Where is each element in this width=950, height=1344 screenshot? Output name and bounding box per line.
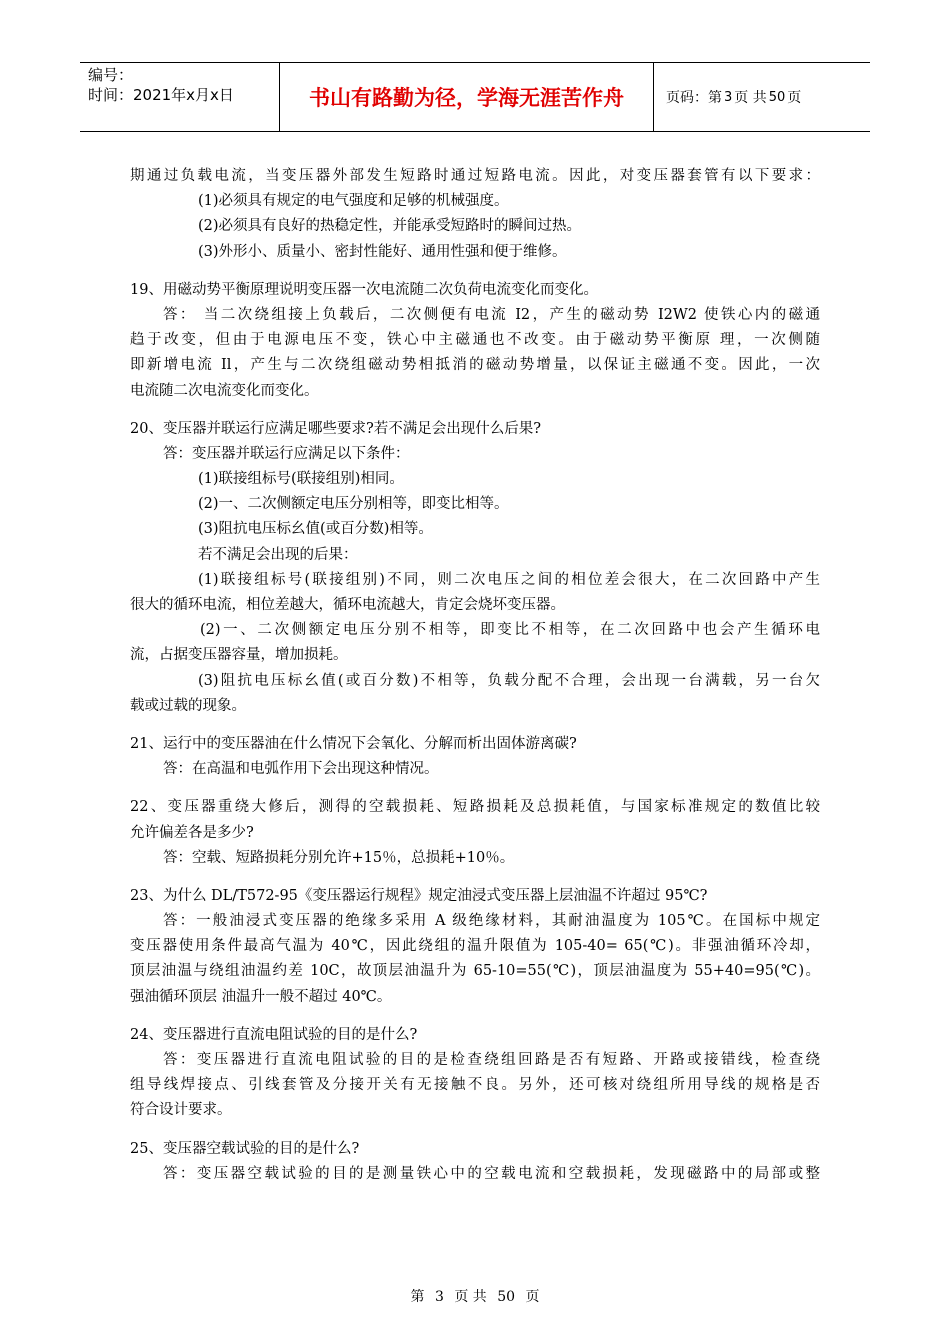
- answer-22: 答：空载、短路损耗分别允许+15％，总损耗+10％。: [163, 849, 515, 866]
- answer-24-line: 答：变压器进行直流电阻试验的目的是检查绕组回路是否有短路、开路或接错线，检查绕: [163, 1052, 820, 1068]
- page-prefix: 页码：第: [666, 90, 722, 106]
- footer-suffix: 页: [525, 1289, 540, 1305]
- question-21: 21、运行中的变压器油在什么情况下会氧化、分解而析出固体游离碳?: [130, 735, 577, 752]
- answer-19-line: 趋于改变，但由于电源电压不变，铁心中主磁通也不改变。由于磁动势平衡原 理，一次侧随: [130, 332, 820, 349]
- question-22-line: 22、变压器重绕大修后，测得的空载损耗、短路损耗及总损耗值，与国家标准规定的数值比较: [130, 799, 820, 816]
- answer-23-line: 变压器使用条件最高气温为 40℃，因此绕组的温升限值为 105-40= 65(℃)。非强油循环冷却，: [130, 938, 820, 955]
- answer-23-line: 答：一般油浸式变压器的绝缘多采用 A 级绝缘材料，其耐油温度为 105℃。在国标中规定: [163, 913, 820, 930]
- answer-20-line: (1)联接组标号(联接组别)不同，则二次电压之间的相位差会很大，在二次回路中产生: [198, 571, 820, 588]
- answer-23-line: 顶层油温与绕组油温约差 10C，故顶层油温升为 65-10=55(℃)，顶层油温度为 55+40=95(℃)。: [130, 963, 820, 980]
- answer-19-line: 即新增电流 Il，产生与二次绕组磁动势相抵消的磁动势增量，以保证主磁通不变。因此，一次: [130, 357, 820, 374]
- answer-20-line: (2)一、二次侧额定电压分别不相等，即变比不相等，在二次回路中也会产生循环电: [200, 622, 820, 639]
- answer-20-line: (1)联接组标号(联接组别)相同。: [198, 471, 404, 488]
- answer-20-line: 若不满足会出现的后果：: [198, 546, 358, 563]
- page-header: [80, 62, 870, 132]
- time-label: 时间：2021年x月x日: [88, 86, 234, 104]
- answer-21: 答：在高温和电弧作用下会出现这种情况。: [163, 761, 439, 778]
- question-20: 20、变压器并联运行应满足哪些要求?若不满足会出现什么后果?: [130, 420, 541, 437]
- page-footer: [0, 1286, 950, 1306]
- question-24: 24、变压器进行直流电阻试验的目的是什么?: [130, 1026, 418, 1043]
- answer-25-line: 答：变压器空载试验的目的是测量铁心中的空载电流和空载损耗，发现磁路中的局部或整: [163, 1165, 820, 1182]
- footer-prefix: 第: [410, 1289, 425, 1305]
- requirement-1: (1)必须具有规定的电气强度和足够的机械强度。: [198, 193, 509, 210]
- answer-24-line: 符合设计要求。: [130, 1102, 232, 1119]
- answer-20-line: (3)阻抗电压标幺值(或百分数)不相等，负载分配不合理，会出现一台满载，另一台欠: [198, 672, 820, 689]
- header-page-info: [654, 63, 870, 131]
- page-number: 3: [724, 89, 733, 105]
- answer-19-line: 答： 当二次绕组接上负载后，二次侧便有电流 I2，产生的磁动势 I2W2 使铁心内的磁通: [163, 306, 820, 323]
- answer-20-line: 载或过载的现象。: [130, 697, 246, 714]
- answer-20-line: (2)一、二次侧额定电压分别相等，即变比相等。: [198, 496, 509, 513]
- page-suffix: 页: [787, 90, 802, 106]
- paragraph-line: 期通过负载电流，当变压器外部发生短路时通过短路电流。因此，对变压器套管有以下要求：: [130, 168, 820, 184]
- answer-24-line: 组导线焊接点、引线套管及分接开关有无接触不良。另外，还可核对绕组所用导线的规格是否: [130, 1077, 820, 1094]
- question-19: 19、用磁动势平衡原理说明变压器一次电流随二次负荷电流变化而变化。: [130, 281, 598, 298]
- footer-page-total: 50: [497, 1289, 516, 1305]
- question-25: 25、变压器空载试验的目的是什么?: [130, 1140, 360, 1157]
- answer-20-line: 流，占据变压器容量，增加损耗。: [130, 647, 348, 664]
- answer-20-line: 很大的循环电流，相位差越大，循环电流越大，肯定会烧坏变压器。: [130, 597, 565, 613]
- requirement-2: (2)必须具有良好的热稳定性，并能承受短路时的瞬间过热。: [198, 218, 582, 235]
- answer-20-line: (3)阻抗电压标幺值(或百分数)相等。: [198, 521, 433, 538]
- answer-19-line: 电流随二次电流变化而变化。: [130, 382, 319, 399]
- header-left-cell: [80, 63, 280, 131]
- answer-23-line: 强油循环顶层 油温升一般不超过 40℃。: [130, 988, 392, 1005]
- page-total: 50: [768, 89, 786, 105]
- question-23: 23、为什么 DL/T572-95《变压器运行规程》规定油浸式变压器上层油温不许超过 95℃?: [130, 887, 708, 904]
- footer-page-number: 3: [434, 1289, 444, 1305]
- page-mid: 页 共: [734, 90, 767, 106]
- requirement-3: (3)外形小、质量小、密封性能好、通用性强和便于维修。: [198, 243, 567, 260]
- number-label: 编号：: [88, 66, 134, 84]
- document-body: [130, 164, 820, 1187]
- footer-mid: 页 共: [454, 1289, 487, 1305]
- header-motto: 书山有路勤为径，学海无涯苦作舟: [280, 63, 654, 131]
- answer-20-line: 答：变压器并联运行应满足以下条件：: [163, 445, 410, 462]
- question-22-line: 允许偏差各是多少?: [130, 824, 254, 841]
